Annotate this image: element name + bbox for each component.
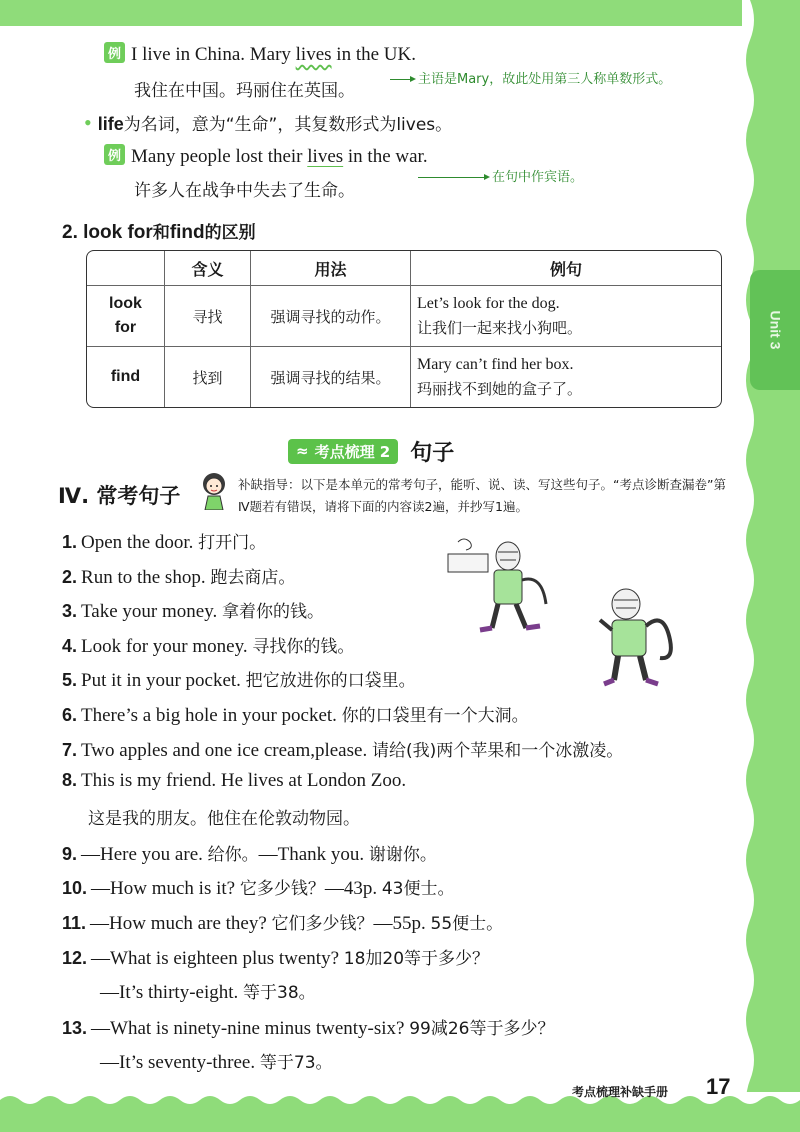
right-green-border: [742, 0, 800, 1132]
list-item: 5. Put it in your pocket. 把它放进你的口袋里。: [62, 670, 416, 691]
study-tip: 补缺指导：以下是本单元的常考句子，能听、说、读、写这些句子。“考点诊断查漏卷”第Ⅳ题若有错误，请将下面的内容读2遍，并抄写1遍。: [238, 477, 726, 514]
example-2-annotation: 在句中作宾语。: [418, 166, 583, 185]
list-item: 2. Run to the shop. 跑去商店。: [62, 567, 296, 588]
list-item: 10. —How much is it? 它多少钱？—43p. 43便士。: [62, 878, 455, 899]
arrow-icon: [390, 79, 414, 80]
list-item: 6. There’s a big hole in your pocket. 你的口袋里有一个大洞。: [62, 705, 529, 726]
table-cell-word: look for: [87, 286, 165, 347]
list-item-answer: —It’s thirty-eight. 等于38。: [100, 982, 316, 1003]
tiger-standing-illustration: [594, 580, 684, 690]
girl-avatar-icon: [196, 470, 232, 510]
table-cell-meaning: 寻找: [165, 286, 251, 347]
arrow-icon: [418, 177, 488, 178]
list-item-answer: —It’s seventy-three. 等于73。: [100, 1052, 333, 1073]
list-item: 4. Look for your money. 寻找你的钱。: [62, 636, 355, 657]
top-green-border: [0, 0, 800, 26]
list-item: 3. Take your money. 拿着你的钱。: [62, 601, 324, 622]
table-header-cell: 含义: [165, 251, 251, 286]
table-header-cell: 用法: [251, 251, 411, 286]
table-cell-usage: 强调寻找的动作。: [251, 286, 411, 347]
unit-side-tab: Unit 3: [750, 270, 800, 390]
table-cell-meaning: 找到: [165, 347, 251, 407]
bullet-dot-icon: •: [84, 110, 92, 135]
table-header-row: [87, 251, 721, 286]
list-item: 12. —What is eighteen plus twenty? 18加20等于多少？: [62, 948, 490, 969]
table-cell-usage: 强调寻找的结果。: [251, 347, 411, 407]
wave-icon: ≈: [296, 442, 309, 460]
list-item: 1. Open the door. 打开门。: [62, 532, 267, 553]
example-1-chinese: 我住在中国。玛丽住在英国。: [134, 81, 355, 101]
table-row: [87, 347, 721, 407]
comparison-table: [86, 250, 722, 408]
example-1-annotation: 主语是Mary，故此处用第三人称单数形式。: [390, 68, 671, 87]
list-item: 7. Two apples and one ice cream,please. 请给(我)两个苹果和一个冰激凌。: [62, 740, 624, 761]
table-header-cell: 例句: [411, 251, 721, 286]
example-badge: 例: [104, 144, 125, 165]
bullet-life: • life为名词，意为“生命”，其复数形式为lives。: [84, 110, 453, 135]
tiger-at-door-illustration: [446, 534, 556, 634]
bottom-green-border: [0, 1092, 800, 1132]
list-item: 8. This is my friend. He lives at London Zoo.: [62, 770, 407, 791]
page-number: 17: [706, 1074, 731, 1099]
footer-label: 考点梳理补缺手册: [572, 1085, 669, 1099]
list-item: 11. —How much are they? 它们多少钱？—55p. 55便士。: [62, 913, 504, 934]
roman-heading: Ⅳ. 常考句子: [58, 484, 181, 508]
list-item-translation: 这是我的朋友。他住在伦敦动物园。: [88, 809, 360, 829]
section-title: 句子: [410, 440, 455, 466]
table-cell-example: Let’s look for the dog. 让我们一起来找小狗吧。: [411, 286, 721, 347]
example-1-english: 例 I live in China. Mary lives in the UK.: [104, 42, 416, 66]
list-item: 13. —What is ninety-nine minus twenty-six? 99减26等于多少？: [62, 1018, 555, 1039]
example-2-english: 例 Many people lost their lives in the war.: [104, 144, 428, 168]
example-badge: 例: [104, 42, 125, 63]
section-header: [288, 438, 454, 464]
section-2-heading: 2. look for和find的区别: [62, 222, 256, 243]
table-cell-word: find: [87, 347, 165, 407]
list-item: 9. —Here you are. 给你。—Thank you. 谢谢你。: [62, 844, 437, 865]
table-row: [87, 286, 721, 347]
example-2-chinese: 许多人在战争中失去了生命。: [134, 181, 355, 201]
table-cell-example: Mary can’t find her box. 玛丽找不到她的盒子了。: [417, 356, 583, 398]
section-pill: ≈ 考点梳理 2: [288, 439, 398, 464]
table-header-cell: [87, 251, 165, 286]
